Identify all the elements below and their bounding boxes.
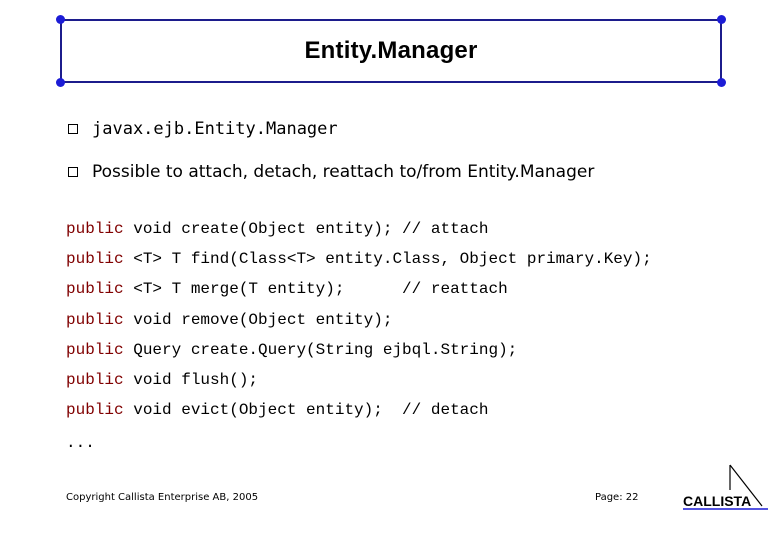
code-text: void flush();: [123, 371, 259, 389]
bullet-box-icon: [68, 167, 78, 177]
code-text: void create(Object entity); // attach: [123, 220, 489, 238]
code-line: [66, 310, 392, 330]
slide-title: Entity.Manager: [304, 37, 478, 64]
code-keyword: public: [66, 401, 124, 419]
code-keyword: public: [66, 220, 124, 238]
bullet-box-icon: [68, 124, 78, 134]
code-text: void evict(Object entity); // detach: [123, 401, 489, 419]
code-keyword: public: [66, 311, 124, 329]
frame-handle-bottom-left: [56, 78, 65, 87]
footer-copyright: Copyright Callista Enterprise AB, 2005: [66, 492, 259, 503]
code-text: Query create.Query(String ejbql.String);: [123, 341, 518, 359]
code-ellipsis: ...: [66, 434, 95, 452]
code-line: [66, 340, 517, 360]
code-keyword: public: [66, 371, 124, 389]
callista-logo: [680, 462, 770, 512]
bullet-item: [68, 119, 338, 139]
frame-handle-bottom-right: [717, 78, 726, 87]
page-number: Page: 22: [595, 492, 639, 503]
code-keyword: public: [66, 280, 124, 298]
bullet-item: [68, 162, 594, 182]
code-keyword: public: [66, 250, 124, 268]
logo-text: CALLISTA: [683, 493, 752, 509]
code-text: <T> T find(Class<T> entity.Class, Object primary.Key);: [123, 250, 652, 268]
code-line: [66, 279, 508, 299]
bullet-text: Possible to attach, detach, reattach to/from Entity.Manager: [92, 162, 595, 182]
code-line: [66, 370, 258, 390]
code-keyword: public: [66, 341, 124, 359]
code-text: <T> T merge(T entity); // reattach: [123, 280, 508, 298]
code-line: [66, 219, 488, 239]
frame-handle-top-left: [56, 15, 65, 24]
frame-handle-top-right: [717, 15, 726, 24]
title-frame: [60, 19, 722, 83]
code-line: [66, 400, 488, 420]
code-text: void remove(Object entity);: [123, 311, 393, 329]
code-line: [66, 249, 652, 269]
bullet-text: javax.ejb.Entity.Manager: [92, 119, 338, 139]
